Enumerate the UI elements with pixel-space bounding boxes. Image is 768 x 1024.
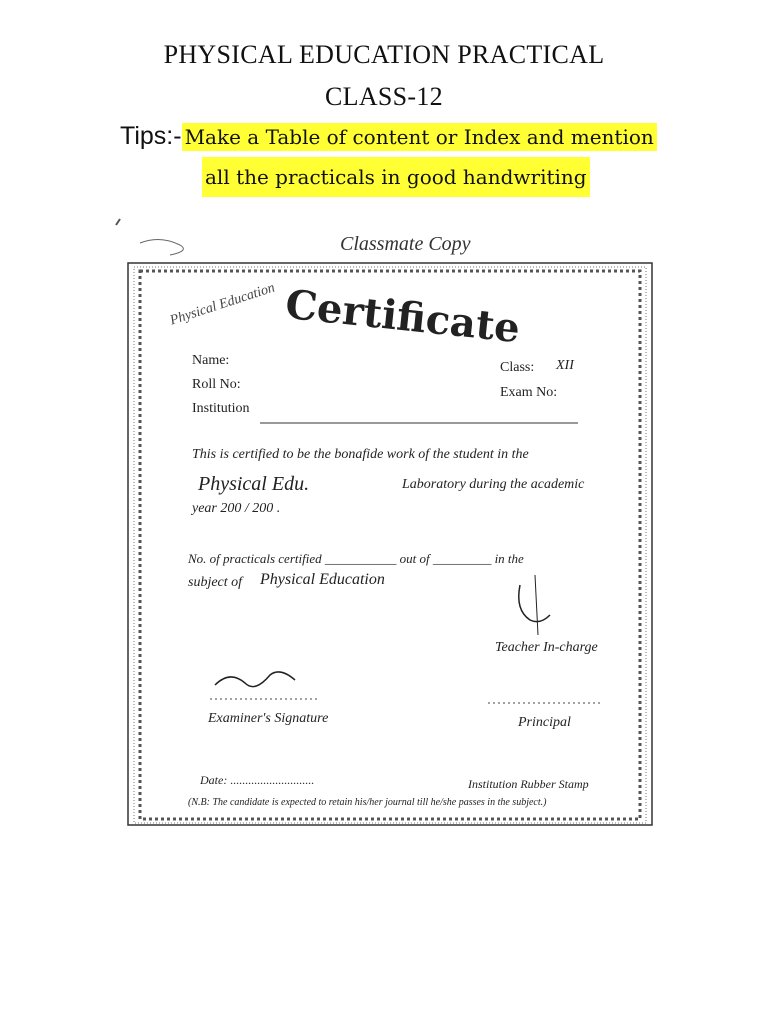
- teacher-in-charge-label: Teacher In-charge: [495, 640, 598, 655]
- handwritten-subject-name: Physical Education: [260, 571, 385, 588]
- date-label: Date: ............................: [200, 773, 315, 787]
- page-subtitle: CLASS-12: [325, 82, 443, 111]
- certificate-body-line2: Laboratory during the academic: [402, 477, 585, 492]
- handwritten-subject: Physical Edu.: [198, 473, 310, 495]
- subject-line: subject of: [188, 575, 243, 590]
- institution-label: Institution: [192, 401, 250, 416]
- tips-label: Tips:-: [120, 122, 182, 150]
- rubber-stamp-label: Institution Rubber Stamp: [468, 777, 589, 791]
- handwritten-physical-education: Physical Education: [168, 280, 277, 329]
- certificate-body-line1: This is certified to be the bonafide work of the student in the: [192, 447, 529, 462]
- handwritten-classmate-copy: Classmate Copy: [340, 233, 471, 255]
- roll-no-label: Roll No:: [192, 377, 241, 392]
- principal-label: Principal: [518, 715, 571, 730]
- class-label: Class:: [500, 360, 535, 375]
- tips-text-line2: all the practicals in good handwriting: [202, 157, 590, 197]
- name-label: Name:: [192, 353, 230, 368]
- class-value: XII: [556, 358, 574, 373]
- certificate-body-line3: year 200 / 200 .: [192, 501, 281, 516]
- examiners-signature-label: Examiner's Signature: [208, 711, 329, 726]
- certificate-heading: Certificate: [283, 280, 523, 353]
- tips-text-line1: Make a Table of content or Index and mention: [182, 123, 657, 151]
- practicals-certified-line: No. of practicals certified ___________ out of _________ in the: [188, 551, 524, 566]
- page-title: PHYSICAL EDUCATION PRACTICAL: [163, 40, 605, 69]
- note-text: (N.B: The candidate is expected to retain his/her journal till he/she passes in the subject.): [188, 797, 547, 808]
- certificate-scan: [110, 215, 670, 835]
- tips-block: [120, 118, 720, 197]
- exam-no-label: Exam No:: [500, 385, 558, 400]
